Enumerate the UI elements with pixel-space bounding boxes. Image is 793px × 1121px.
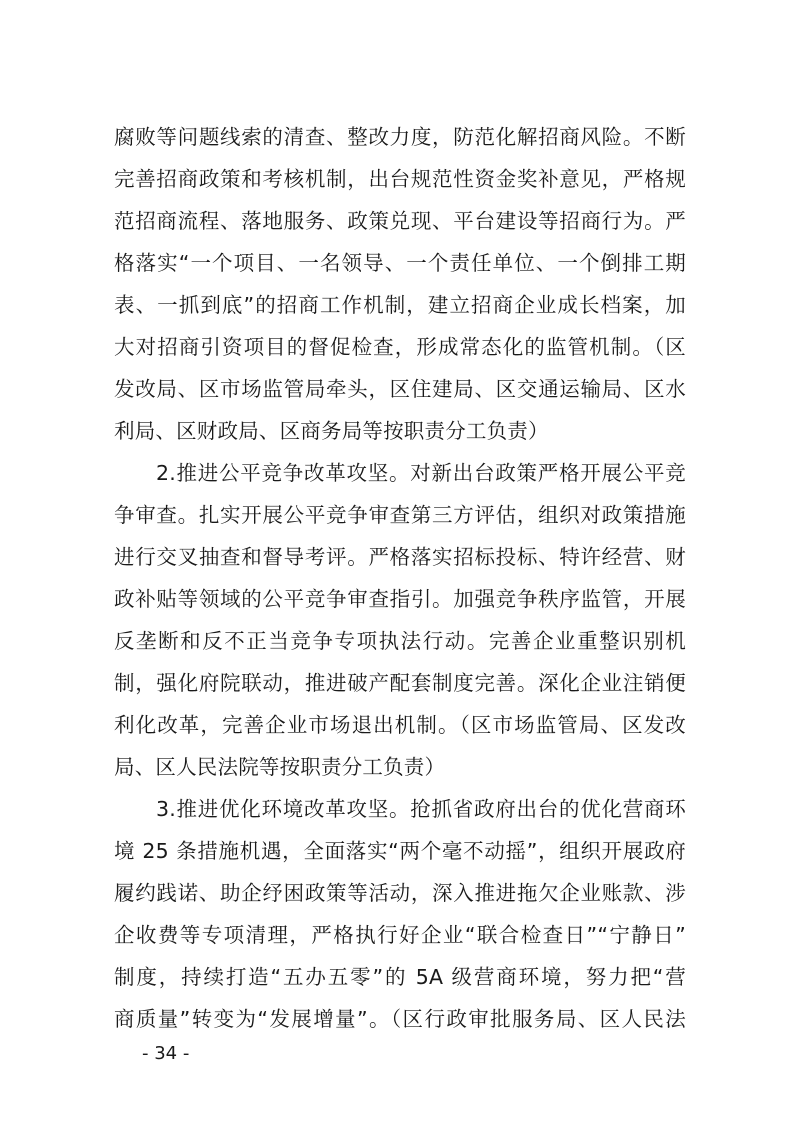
section-heading-line: 2.推进公平竞争改革攻坚。对新出台政策严格开展公平竞 — [156, 461, 686, 485]
text-line: 范招商流程、落地服务、政策兑现、平台建设等招商行为。严 — [114, 209, 686, 233]
text-line: 利局、区财政局、区商务局等按职责分工负责） — [114, 419, 549, 443]
text-line: 进行交叉抽查和督导考评。严格落实招标投标、特许经营、财 — [114, 545, 686, 569]
text-line: 格落实“一个项目、一名领导、一个责任单位、一个倒排工期 — [114, 251, 686, 275]
text-line: 履约践诺、助企纾困政策等活动，深入推进拖欠企业账款、涉 — [114, 881, 686, 905]
text-line: 商质量”转变为“发展增量”。（区行政审批服务局、区人民法 — [114, 1007, 686, 1031]
text-line: 腐败等问题线索的清查、整改力度，防范化解招商风险。不断 — [114, 125, 686, 149]
text-line: 境 25 条措施机遇，全面落实“两个毫不动摇”，组织开展政府 — [114, 839, 686, 863]
section-heading-line: 3.推进优化环境改革攻坚。抢抓省政府出台的优化营商环 — [156, 797, 686, 821]
text-line: 争审查。扎实开展公平竞争审查第三方评估，组织对政策措施 — [114, 503, 686, 527]
text-line: 制，强化府院联动，推进破产配套制度完善。深化企业注销便 — [114, 671, 686, 695]
text-line: 政补贴等领域的公平竞争审查指引。加强竞争秩序监管，开展 — [114, 587, 686, 611]
text-line: 表、一抓到底”的招商工作机制，建立招商企业成长档案，加 — [114, 293, 686, 317]
text-line: 大对招商引资项目的督促检查，形成常态化的监管机制。（区 — [114, 335, 686, 359]
text-line: 制度，持续打造“五办五零”的 5A 级营商环境，努力把“营 — [114, 965, 686, 989]
text-line: 完善招商政策和考核机制，出台规范性资金奖补意见，严格规 — [114, 167, 686, 191]
text-line: 局、区人民法院等按职责分工负责） — [114, 755, 446, 779]
text-line: 企收费等专项清理，严格执行好企业“联合检查日”“宁静日” — [114, 923, 686, 947]
text-line: 反垄断和反不正当竞争专项执法行动。完善企业重整识别机 — [114, 629, 686, 653]
page-number: - 34 - — [142, 1043, 190, 1064]
text-line: 利化改革，完善企业市场退出机制。（区市场监管局、区发改 — [114, 713, 686, 737]
text-line: 发改局、区市场监管局牵头，区住建局、区交通运输局、区水 — [114, 377, 686, 401]
